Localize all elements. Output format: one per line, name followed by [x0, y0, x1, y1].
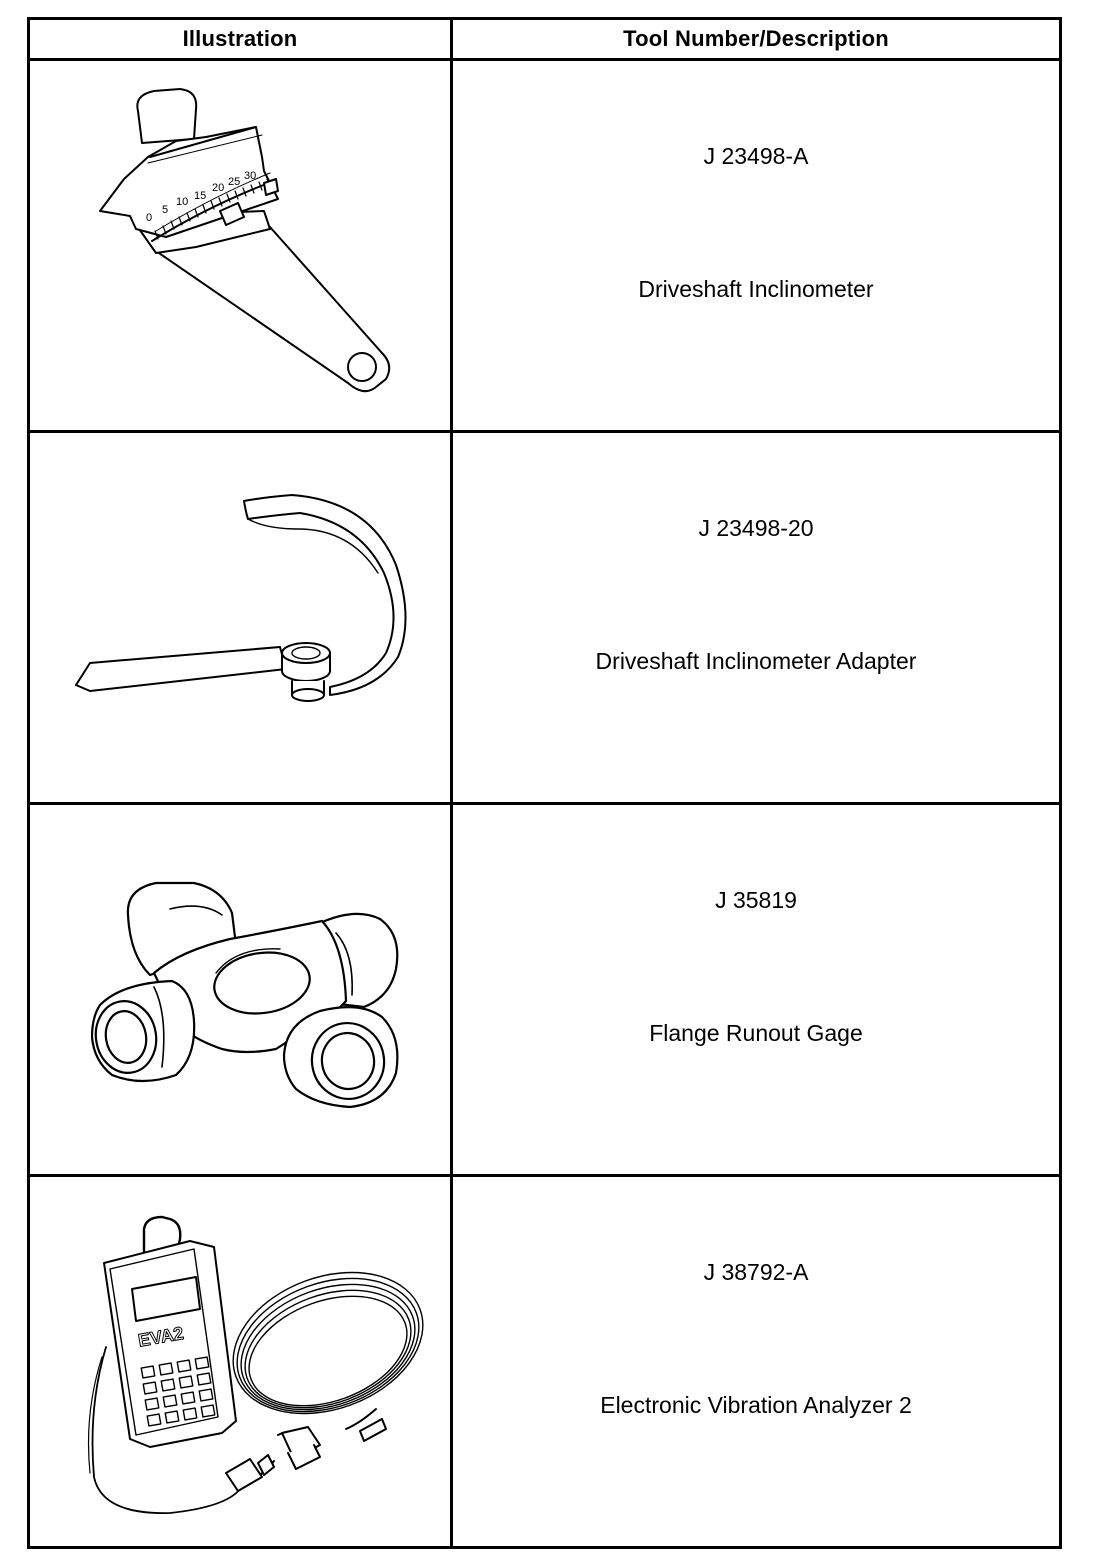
illustration-cell — [29, 60, 452, 432]
description-cell — [452, 60, 1061, 432]
scale-label: 5 — [162, 204, 169, 216]
table-row — [29, 1176, 1061, 1548]
description-cell — [452, 804, 1061, 1176]
table-row — [29, 432, 1061, 804]
scale-label: 10 — [176, 196, 189, 208]
scale-label: 0 — [146, 212, 153, 224]
tool-number: J 23498-20 — [698, 515, 814, 541]
vibration-analyzer-icon — [30, 1177, 450, 1546]
inclinometer-icon — [30, 61, 450, 430]
header-illustration: Illustration — [29, 19, 452, 60]
description-cell — [452, 1176, 1061, 1548]
tool-description: Flange Runout Gage — [649, 1020, 863, 1046]
scale-label: 20 — [212, 182, 225, 194]
table-row — [29, 60, 1061, 432]
description-cell — [452, 432, 1061, 804]
tool-number: J 23498-A — [703, 143, 809, 169]
table-row — [29, 804, 1061, 1176]
device-label: EVA2 — [136, 1323, 186, 1351]
scale-label: 30 — [244, 170, 257, 182]
tool-number: J 35819 — [715, 887, 797, 913]
tool-description: Electronic Vibration Analyzer 2 — [600, 1392, 912, 1418]
illustration-cell — [29, 1176, 452, 1548]
inclinometer-adapter-icon — [30, 433, 450, 802]
tool-description: Driveshaft Inclinometer Adapter — [595, 648, 917, 674]
illustration-cell — [29, 804, 452, 1176]
scale-label: 15 — [194, 190, 207, 202]
illustration-cell — [29, 432, 452, 804]
universal-joint-icon — [30, 805, 450, 1174]
table-header-row — [29, 19, 1061, 60]
header-tool-description: Tool Number/Description — [452, 19, 1061, 60]
scale-label: 25 — [228, 176, 241, 188]
tool-number: J 38792-A — [703, 1259, 809, 1285]
tool-table — [27, 17, 1062, 1549]
tool-description: Driveshaft Inclinometer — [638, 276, 874, 302]
